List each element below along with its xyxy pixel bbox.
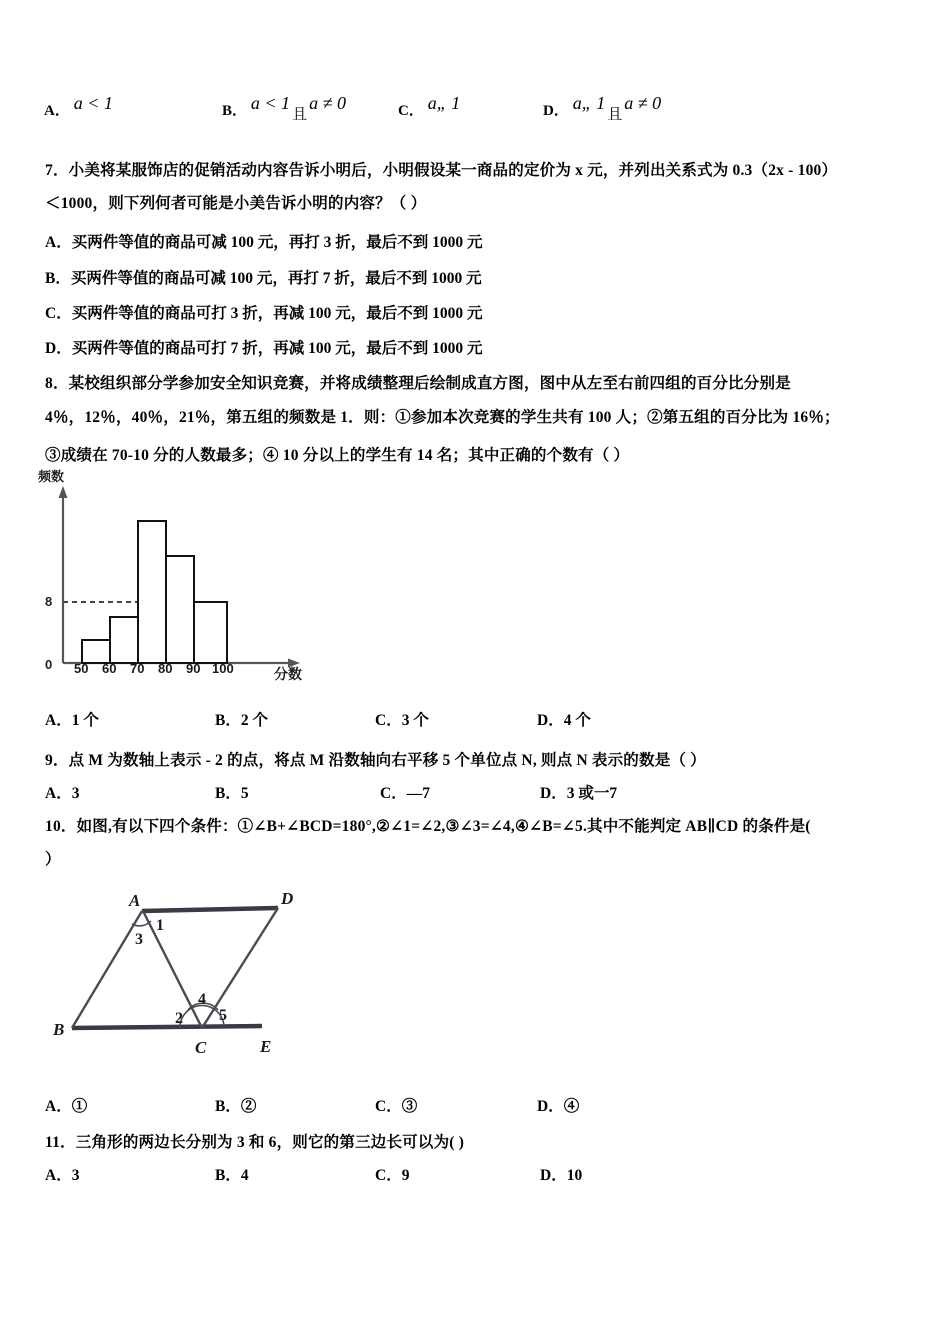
y-axis-arrow xyxy=(59,486,68,498)
option-text: 买两件等值的商品可减 100 元，再打 7 折，最后不到 1000 元 xyxy=(70,270,482,287)
question9-option-a[interactable] xyxy=(45,781,79,803)
option-text: ④ xyxy=(563,1098,580,1115)
question8-stem-line3: ③成绩在 70-10 分的人数最多；④ 10 分以上的学生有 14 名；其中正确的个数有（ ） xyxy=(45,447,630,464)
option-label: B． xyxy=(215,1167,241,1184)
option-label: A． xyxy=(44,103,70,119)
question8-stem-line2: 4％，12％，40％，21％，第五组的频数是 1．则：①参加本次竞赛的学生共有 100 人；②第五组的百分比为 16％； xyxy=(45,409,840,426)
question6-option-b[interactable] xyxy=(222,93,346,123)
vertex-label-B: B xyxy=(53,1020,65,1039)
option-text: 买两件等值的商品可打 3 折，再减 100 元，最后不到 1000 元 xyxy=(71,305,483,322)
option-text: 10 xyxy=(566,1167,583,1184)
x-tick-90: 90 xyxy=(186,661,201,676)
segment-CD xyxy=(202,908,278,1028)
option-label: A． xyxy=(45,1167,72,1184)
option-expression: a < 1 xyxy=(73,93,113,113)
question11-stem: 11．三角形的两边长分别为 3 和 6，则它的第三边长可以为( ) xyxy=(45,1134,465,1151)
option-text: 4 xyxy=(240,1167,249,1184)
question6-option-a[interactable] xyxy=(44,93,113,120)
question7-stem-line2: ＜1000，则下列何者可能是小美告诉小明的内容？（ ） xyxy=(45,195,427,212)
geometry-figure xyxy=(50,880,360,1070)
x-tick-100: 100 xyxy=(212,661,234,676)
segment-AD xyxy=(142,908,278,911)
option-label: D． xyxy=(537,712,564,729)
question9-option-d[interactable] xyxy=(540,781,617,803)
question7-option-d[interactable] xyxy=(45,336,482,358)
option-expression-1: a„ 1 xyxy=(572,93,606,113)
option-label: D． xyxy=(540,785,567,802)
option-label: A． xyxy=(45,785,72,802)
option-label: B． xyxy=(222,103,248,119)
question10-stem-line2: ） xyxy=(45,851,61,868)
x-tick-70: 70 xyxy=(130,661,145,676)
option-label: C． xyxy=(380,785,407,802)
question9-option-c[interactable] xyxy=(380,781,430,803)
option-text: ③ xyxy=(401,1098,418,1115)
option-text: 3 xyxy=(71,785,80,802)
option-label: A． xyxy=(45,234,72,251)
option-text: 4 个 xyxy=(563,712,591,729)
option-text: 2 个 xyxy=(240,712,268,729)
option-text: 1 个 xyxy=(71,712,99,729)
question11-option-c[interactable] xyxy=(375,1163,409,1185)
x-tick-80: 80 xyxy=(158,661,173,676)
option-label: C． xyxy=(398,103,424,119)
vertex-label-A: A xyxy=(129,891,141,910)
y-axis-title: 频数 xyxy=(38,469,65,484)
question10-stem-line1: 10．如图,有以下四个条件：①∠B+∠BCD=180°,②∠1=∠2,③∠3=∠4,④∠B=∠5.其中不能判定 AB∥CD 的条件是( xyxy=(45,818,811,835)
x-tick-60: 60 xyxy=(102,661,117,676)
option-label: C． xyxy=(375,1098,402,1115)
option-expression-1: a < 1 xyxy=(250,93,291,113)
question10-option-b[interactable] xyxy=(215,1094,256,1116)
question8-option-c[interactable] xyxy=(375,708,429,730)
vertex-label-C: C xyxy=(195,1038,207,1057)
segment-AC xyxy=(143,911,202,1028)
question6-option-c[interactable] xyxy=(398,93,461,120)
y-tick-0: 0 xyxy=(45,657,53,672)
option-expression-2: a ≠ 0 xyxy=(309,93,346,113)
option-label: D． xyxy=(537,1098,564,1115)
option-text: 9 xyxy=(401,1167,410,1184)
histogram-svg xyxy=(30,468,360,688)
option-text: 买两件等值的商品可减 100 元，再打 3 折，最后不到 1000 元 xyxy=(71,234,483,251)
question10-option-d[interactable] xyxy=(537,1094,579,1116)
option-label: D． xyxy=(543,103,569,119)
question11-option-d[interactable] xyxy=(540,1163,582,1185)
option-label: D． xyxy=(45,340,72,357)
option-text: 3 个 xyxy=(401,712,429,729)
histogram-bar-50-60 xyxy=(82,640,110,663)
histogram-bar-90-100 xyxy=(194,602,227,663)
question8-stem-line1: 8．某校组织部分学参加安全知识竞赛，并将成绩整理后绘制成直方图，图中从左至右前四组的百分比分别是 xyxy=(45,375,791,392)
option-label: D． xyxy=(540,1167,567,1184)
option-text: 买两件等值的商品可打 7 折，再减 100 元，最后不到 1000 元 xyxy=(71,340,483,357)
question10-option-c[interactable] xyxy=(375,1094,417,1116)
angle-label-2: 2 xyxy=(175,1010,183,1027)
option-label: A． xyxy=(45,1098,72,1115)
question8-option-d[interactable] xyxy=(537,708,591,730)
question9-option-b[interactable] xyxy=(215,781,249,803)
question7-option-b[interactable] xyxy=(45,266,482,288)
option-expression-2: a ≠ 0 xyxy=(624,93,662,113)
question6-option-d[interactable] xyxy=(543,93,662,123)
x-tick-50: 50 xyxy=(74,661,89,676)
histogram-bar-80-90 xyxy=(166,556,194,663)
conjunction-and: 且 xyxy=(607,107,623,123)
option-label: C． xyxy=(375,1167,402,1184)
question8-option-b[interactable] xyxy=(215,708,268,730)
question11-option-b[interactable] xyxy=(215,1163,249,1185)
option-label: B． xyxy=(215,785,241,802)
angle-label-3: 3 xyxy=(135,931,143,948)
option-label: B． xyxy=(45,270,71,287)
option-text: ① xyxy=(71,1098,88,1115)
question11-option-a[interactable] xyxy=(45,1163,79,1185)
question7-option-a[interactable] xyxy=(45,230,482,252)
option-text: 3 或一7 xyxy=(566,785,618,802)
question7-option-c[interactable] xyxy=(45,301,482,323)
geometry-svg xyxy=(50,880,360,1070)
question6-options-row xyxy=(0,93,950,139)
question10-option-a[interactable] xyxy=(45,1094,87,1116)
histogram-bar-70-80 xyxy=(138,521,166,663)
question8-option-a[interactable] xyxy=(45,708,99,730)
histogram-bar-60-70 xyxy=(110,617,138,663)
vertex-label-D: D xyxy=(281,889,294,908)
segment-BE xyxy=(72,1026,262,1028)
option-label: C． xyxy=(45,305,72,322)
option-expression: a„ 1 xyxy=(427,93,461,113)
conjunction-and: 且 xyxy=(292,107,308,123)
vertex-label-E: E xyxy=(260,1037,272,1056)
angle-label-1: 1 xyxy=(156,917,164,934)
question9-stem: 9．点 M 为数轴上表示 - 2 的点，将点 M 沿数轴向右平移 5 个单位点 N, 则点 N 表示的数是（ ） xyxy=(45,752,706,769)
angle-label-5: 5 xyxy=(219,1007,227,1024)
option-text: 3 xyxy=(71,1167,80,1184)
option-text: 5 xyxy=(240,785,249,802)
y-tick-8: 8 xyxy=(45,594,53,609)
option-text: —7 xyxy=(406,785,430,802)
option-label: C． xyxy=(375,712,402,729)
option-label: A． xyxy=(45,712,72,729)
question7-stem-line1: 7．小美将某服饰店的促销活动内容告诉小明后，小明假设某一商品的定价为 x 元，并列出关系式为 0.3（2x - 100） xyxy=(45,162,838,179)
angle-label-4: 4 xyxy=(198,991,206,1008)
frequency-histogram xyxy=(30,468,360,688)
segment-AB xyxy=(72,911,142,1028)
x-axis-title: 分数 xyxy=(274,666,302,682)
option-label: B． xyxy=(215,1098,241,1115)
option-label: B． xyxy=(215,712,241,729)
option-text: ② xyxy=(240,1098,257,1115)
